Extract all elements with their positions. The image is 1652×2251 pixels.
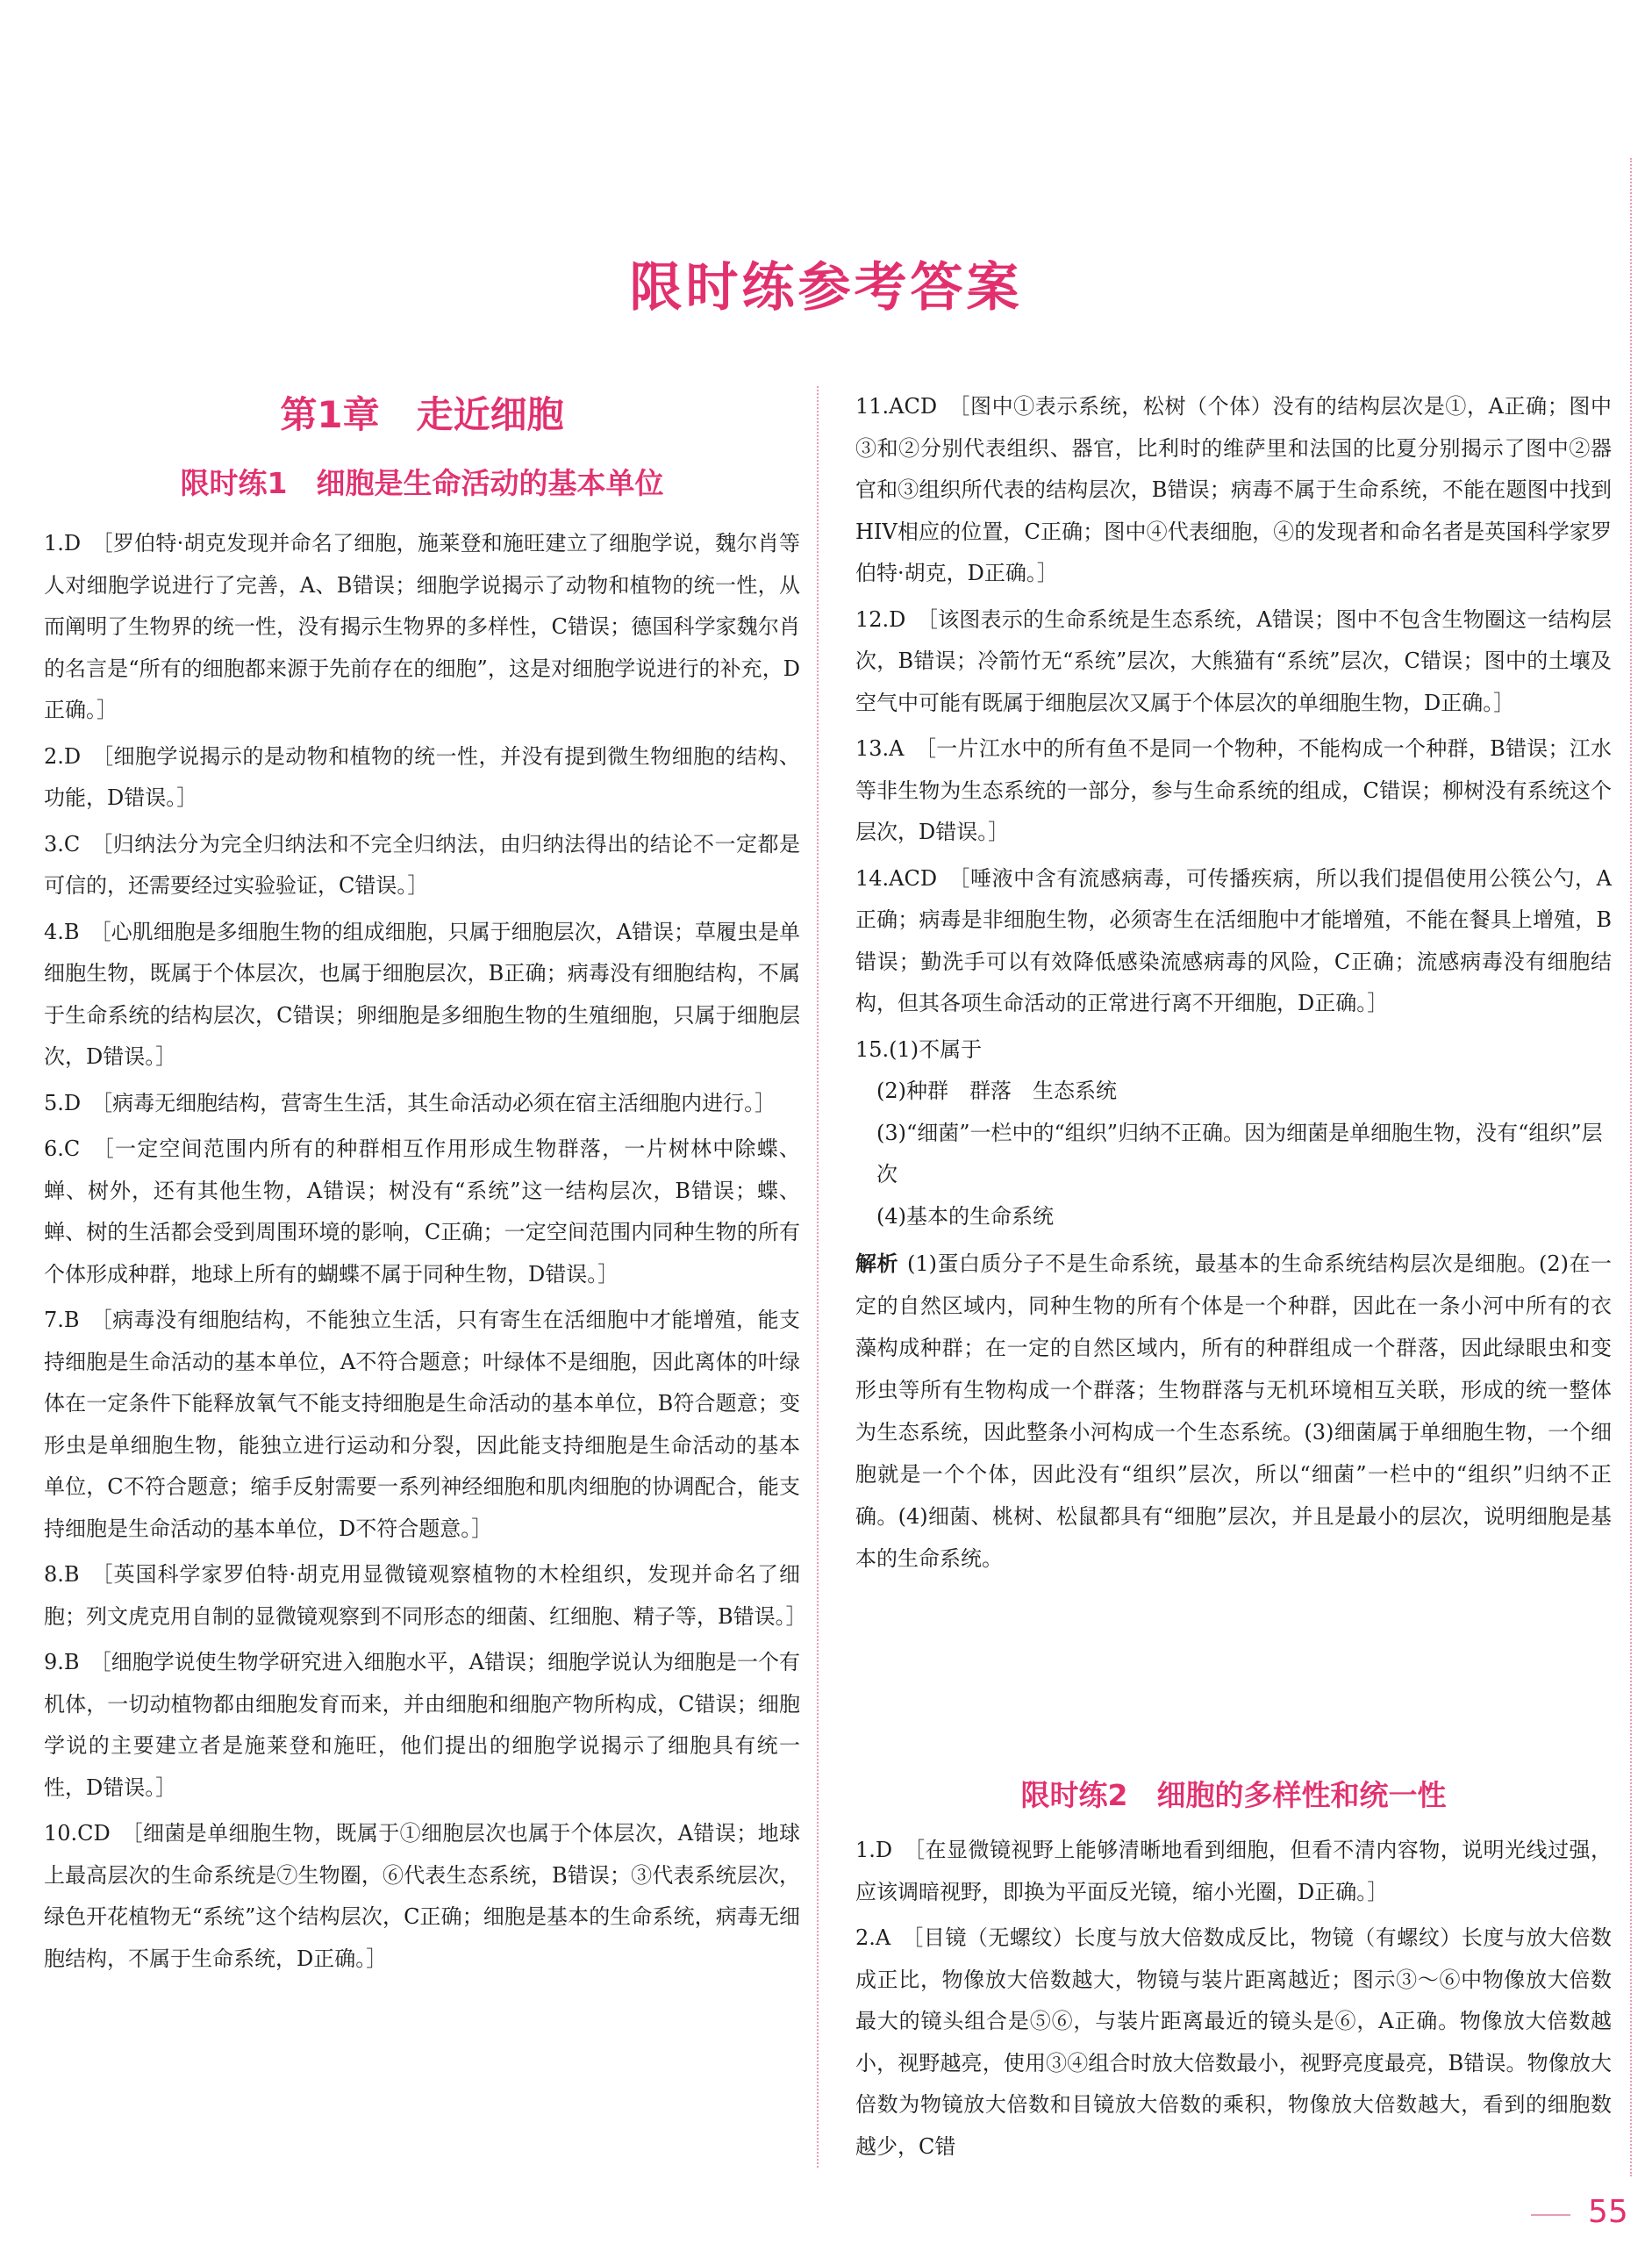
answer-item: 14.ACD ［唾液中含有流感病毒，可传播疾病，所以我们提倡使用公筷公勺，A正确；病毒是非细胞生物，必须寄生在活细胞中才能增殖，不能在餐具上增殖，B错误；勤洗手可以有效降低感染流感病毒的风险，C正确；流感病毒没有细胞结构，但其各项生命活动的正常进行离不开细胞，D正确。］ [855, 865, 1612, 1015]
answer-item: 1.D ［在显微镜视野上能够清晰地看到细胞，但看不清内容物，说明光线过强，应该调暗视野，即换为平面反光镜，缩小光圈，D正确。］ [855, 1838, 1613, 1904]
page-edge-rule [1630, 158, 1632, 2176]
answer-subpart: (2)种群 群落 生态系统 [876, 1079, 1117, 1103]
answer-item: 12.D ［该图表示的生命系统是生态系统，A错误；图中不包含生物圈这一结构层次，B错误；冷箭竹无“系统”层次，大熊猫有“系统”层次，C错误；图中的土壤及空气中可能有既属于细胞层次又属于个体层次的单细胞生物，D正确。］ [855, 606, 1612, 715]
answer-item: 10.CD ［细菌是单细胞生物，既属于①细胞层次也属于个体层次，A错误；地球上最高层次的生命系统是⑦生物圈，⑥代表生态系统，B错误；③代表系统层次，绿色开花植物无“系统”这个结构层次，C正确；细胞是基本的生命系统，病毒无细胞结构，不属于生命系统，D正确。］ [44, 1821, 800, 1971]
chapter-title: 第1章 走近细胞 [280, 393, 564, 436]
page-number: 55 [1588, 2194, 1628, 2230]
answer-item: 11.ACD ［图中①表示系统，松树（个体）没有的结构层次是①，A正确；图中③和②分别代表组织、器官，比利时的维萨里和法国的比夏分别揭示了图中②器官和③组织所代表的结构层次，B错误；病毒不属于生命系统，不能在题图中找到HIV相应的位置，C正确；图中④代表细胞，④的发现者和命名者是英国科学家罗伯特·胡克，D正确。］ [855, 394, 1612, 585]
answer-item: 7.B ［病毒没有细胞结构，不能独立生活，只有寄生在活细胞中才能增殖，能支持细胞是生命活动的基本单位，A不符合题意；叶绿体不是细胞，因此离体的叶绿体在一定条件下能释放氧气不能支持细胞是生命活动的基本单位，B符合题意；变形虫是单细胞生物，能独立进行运动和分裂，因此能支持细胞是生命活动的基本单位，C不符合题意；缩手反射需要一系列神经细胞和肌肉细胞的协调配合，能支持细胞是生命活动的基本单位，D不符合题意。］ [44, 1308, 801, 1541]
analysis-block: 解析 (1)蛋白质分子不是生命系统，最基本的生命系统结构层次是细胞。(2)在一定的自然区域内，同种生物的所有个体是一个种群，因此在一条小河中所有的衣藻构成种群；在一定的自然区域内，所有的种群组成一个群落，因此绿眼虫和变形虫等所有生物构成一个群落；生物群落与无机环境相互关联，形成的统一整体为生态系统，因此整条小河构成一个生态系统。(3)细菌属于单细胞生物，一个细胞就是一个个体，因此没有“组织”层次，所以“细菌”一栏中的“组织”归纳不正确。(4)细菌、桃树、松鼠都具有“细胞”层次，并且是最小的层次，说明细胞是基本的生命系统。 [855, 1251, 1613, 1571]
page-number-dash [1531, 2214, 1570, 2216]
answer-item: 1.D ［罗伯特·胡克发现并命名了细胞，施莱登和施旺建立了细胞学说，魏尔肖等人对细胞学说进行了完善，A、B错误；细胞学说揭示了动物和植物的统一性，从而阐明了生物界的统一性，没有揭示生物界的多样性，C错误；德国科学家魏尔肖的名言是“所有的细胞都来源于先前存在的细胞”，这是对细胞学说进行的补充，D正确。］ [44, 531, 801, 722]
answer-item: 2.D ［细胞学说揭示的是动物和植物的统一性，并没有提到微生物细胞的结构、功能，D错误。］ [44, 743, 801, 810]
answer-list-right [855, 386, 1612, 1580]
answer-subpart: (3)“细菌”一栏中的“组织”归纳不正确。因为细菌是单细胞生物，没有“组织”层次 [876, 1120, 1603, 1186]
answer-item: 6.C ［一定空间范围内所有的种群相互作用形成生物群落，一片树林中除蝶、蝉、树外，还有其他生物，A错误；树没有“系统”这一结构层次，B错误；蝶、蝉、树的生活都会受到周围环境的影响，C正确；一定空间范围内同种生物的所有个体形成种群，地球上所有的蝴蝶不属于同种生物，D错误。］ [44, 1136, 800, 1287]
section-title-2: 限时练2 细胞的多样性和统一性 [1020, 1778, 1447, 1812]
answer-subpart: (4)基本的生命系统 [876, 1203, 1054, 1229]
answer-item: 13.A ［一片江水中的所有鱼不是同一个物种，不能构成一个种群，B错误；江水等非生物为生态系统的一部分，参与生命系统的组成，C错误；柳树没有系统这个层次，D错误。］ [855, 736, 1613, 844]
column-divider [817, 386, 819, 2168]
page-title: 限时练参考答案 [629, 257, 1023, 319]
answer-item: 3.C ［归纳法分为完全归纳法和不完全归纳法，由归纳法得出的结论不一定都是可信的，还需要经过实验验证，C错误。］ [44, 831, 800, 898]
answer-item-15: 15.(1)不属于 [855, 1036, 983, 1062]
answer-item: 9.B ［细胞学说使生物学研究进入细胞水平，A错误；细胞学说认为细胞是一个有机体，一切动植物都由细胞发育而来，并由细胞和细胞产物所构成，C错误；细胞学说的主要建立者是施莱登和施旺，他们提出的细胞学说揭示了细胞具有统一性，D错误。］ [44, 1650, 800, 1800]
answer-item: 8.B ［英国科学家罗伯特·胡克用显微镜观察植物的木栓组织，发现并命名了细胞；列文虎克用自制的显微镜观察到不同形态的细菌、红细胞、精子等，B错误。］ [44, 1562, 807, 1629]
answer-list-section-2 [855, 1830, 1612, 2172]
answer-item: 4.B ［心肌细胞是多细胞生物的组成细胞，只属于细胞层次，A错误；草履虫是单细胞生物，既属于个体层次，也属于细胞层次，B正确；病毒没有细胞结构，不属于生命系统的结构层次，C错误；卵细胞是多细胞生物的生殖细胞，只属于细胞层次，D错误。］ [44, 919, 800, 1069]
answer-list-left [44, 523, 807, 1984]
section-title-1: 限时练1 细胞是生命活动的基本单位 [180, 466, 664, 500]
answer-item: 2.A ［目镜（无螺纹）长度与放大倍数成反比，物镜（有螺纹）长度与放大倍数成正比，物像放大倍数越大，物镜与装片距离越近；图示③～⑥中物像放大倍数最大的镜头组合是⑤⑥，与装片距离最近的镜头是⑥，A正确。物像放大倍数越小，视野越亮，使用③④组合时放大倍数最小，视野亮度最亮，B错误。物像放大倍数为物镜放大倍数和目镜放大倍数的乘积，物像放大倍数越大，看到的细胞数越少，C错 [855, 1925, 1612, 2159]
analysis-label: 解析 [855, 1251, 898, 1276]
answer-item: 5.D ［病毒无细胞结构，营寄生生活，其生命活动必须在宿主活细胞内进行。］ [44, 1090, 776, 1115]
